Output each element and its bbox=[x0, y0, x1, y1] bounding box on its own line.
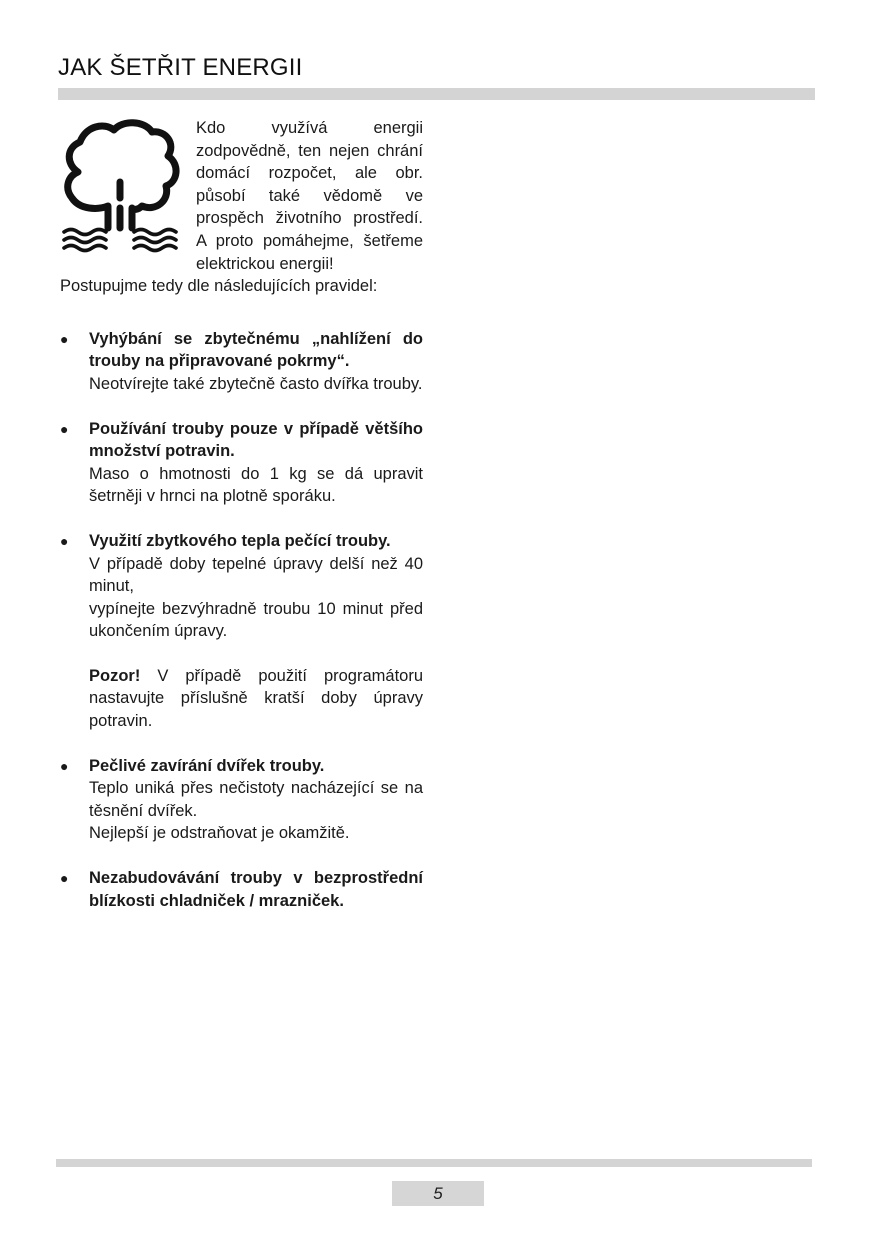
tips-list bbox=[60, 328, 423, 912]
warning-label: Pozor! bbox=[89, 666, 141, 685]
intro-text: Kdo využívá energii zodpovědně, ten nejen chrání domácí rozpočet, ale obr. působí také vědomě ve prospěch životního prostředí. A proto pomáhejme, šetřeme elektrickou energii! bbox=[196, 119, 423, 273]
warning-note bbox=[89, 665, 423, 733]
list-item bbox=[60, 530, 423, 733]
tip-heading: Vyhýbání se zbytečnému „nahlížení do trouby na připravované pokrmy“. bbox=[89, 329, 423, 371]
list-item bbox=[60, 867, 423, 912]
tip-text: Teplo uniká přes nečistoty nacházející se na těsnění dvířek. bbox=[89, 779, 423, 820]
warning-text: V případě použití programátoru nastavujte příslušně kratší doby úpravy potravin. bbox=[89, 666, 423, 731]
tip-text: V případě doby tepelné úpravy delší než 40 minut, bbox=[89, 554, 423, 596]
bullet-icon: ● bbox=[60, 330, 69, 347]
tip-heading: Nezabudovávání trouby v bezprostřední blízkosti chladniček / mrazniček. bbox=[89, 869, 423, 910]
list-item bbox=[60, 418, 423, 508]
bullet-icon: ● bbox=[60, 532, 69, 549]
footer-rule bbox=[56, 1159, 812, 1167]
tip-heading: Pečlivé zavírání dvířek trouby. bbox=[89, 756, 325, 775]
bullet-icon: ● bbox=[60, 420, 69, 437]
tip-text: Nejlepší je odstraňovat je okamžitě. bbox=[89, 824, 350, 843]
list-item bbox=[60, 328, 423, 396]
page-number: 5 bbox=[392, 1181, 484, 1206]
tip-text: Neotvírejte také zbytečně často dvířka trouby. bbox=[89, 374, 423, 393]
bullet-icon: ● bbox=[60, 870, 69, 887]
tip-text: vypínejte bezvýhradně troubu 10 minut před ukončením úpravy. bbox=[89, 599, 423, 641]
tip-heading: Využití zbytkového tepla pečící trouby. bbox=[89, 531, 391, 550]
intro-last-line: Postupujme tedy dle následujících pravidel: bbox=[60, 277, 378, 296]
page-title: JAK ŠETŘIT ENERGII bbox=[58, 54, 303, 81]
bullet-icon: ● bbox=[60, 757, 69, 774]
list-item bbox=[60, 755, 423, 845]
main-content bbox=[60, 117, 423, 934]
tip-heading: Používání trouby pouze v případě většího množství potravin. bbox=[89, 419, 423, 461]
header-rule bbox=[58, 88, 815, 100]
tip-text: Maso o hmotnosti do 1 kg se dá upravit šetrněji v hrnci na plotně sporáku. bbox=[89, 464, 423, 506]
intro-paragraph bbox=[60, 117, 423, 275]
